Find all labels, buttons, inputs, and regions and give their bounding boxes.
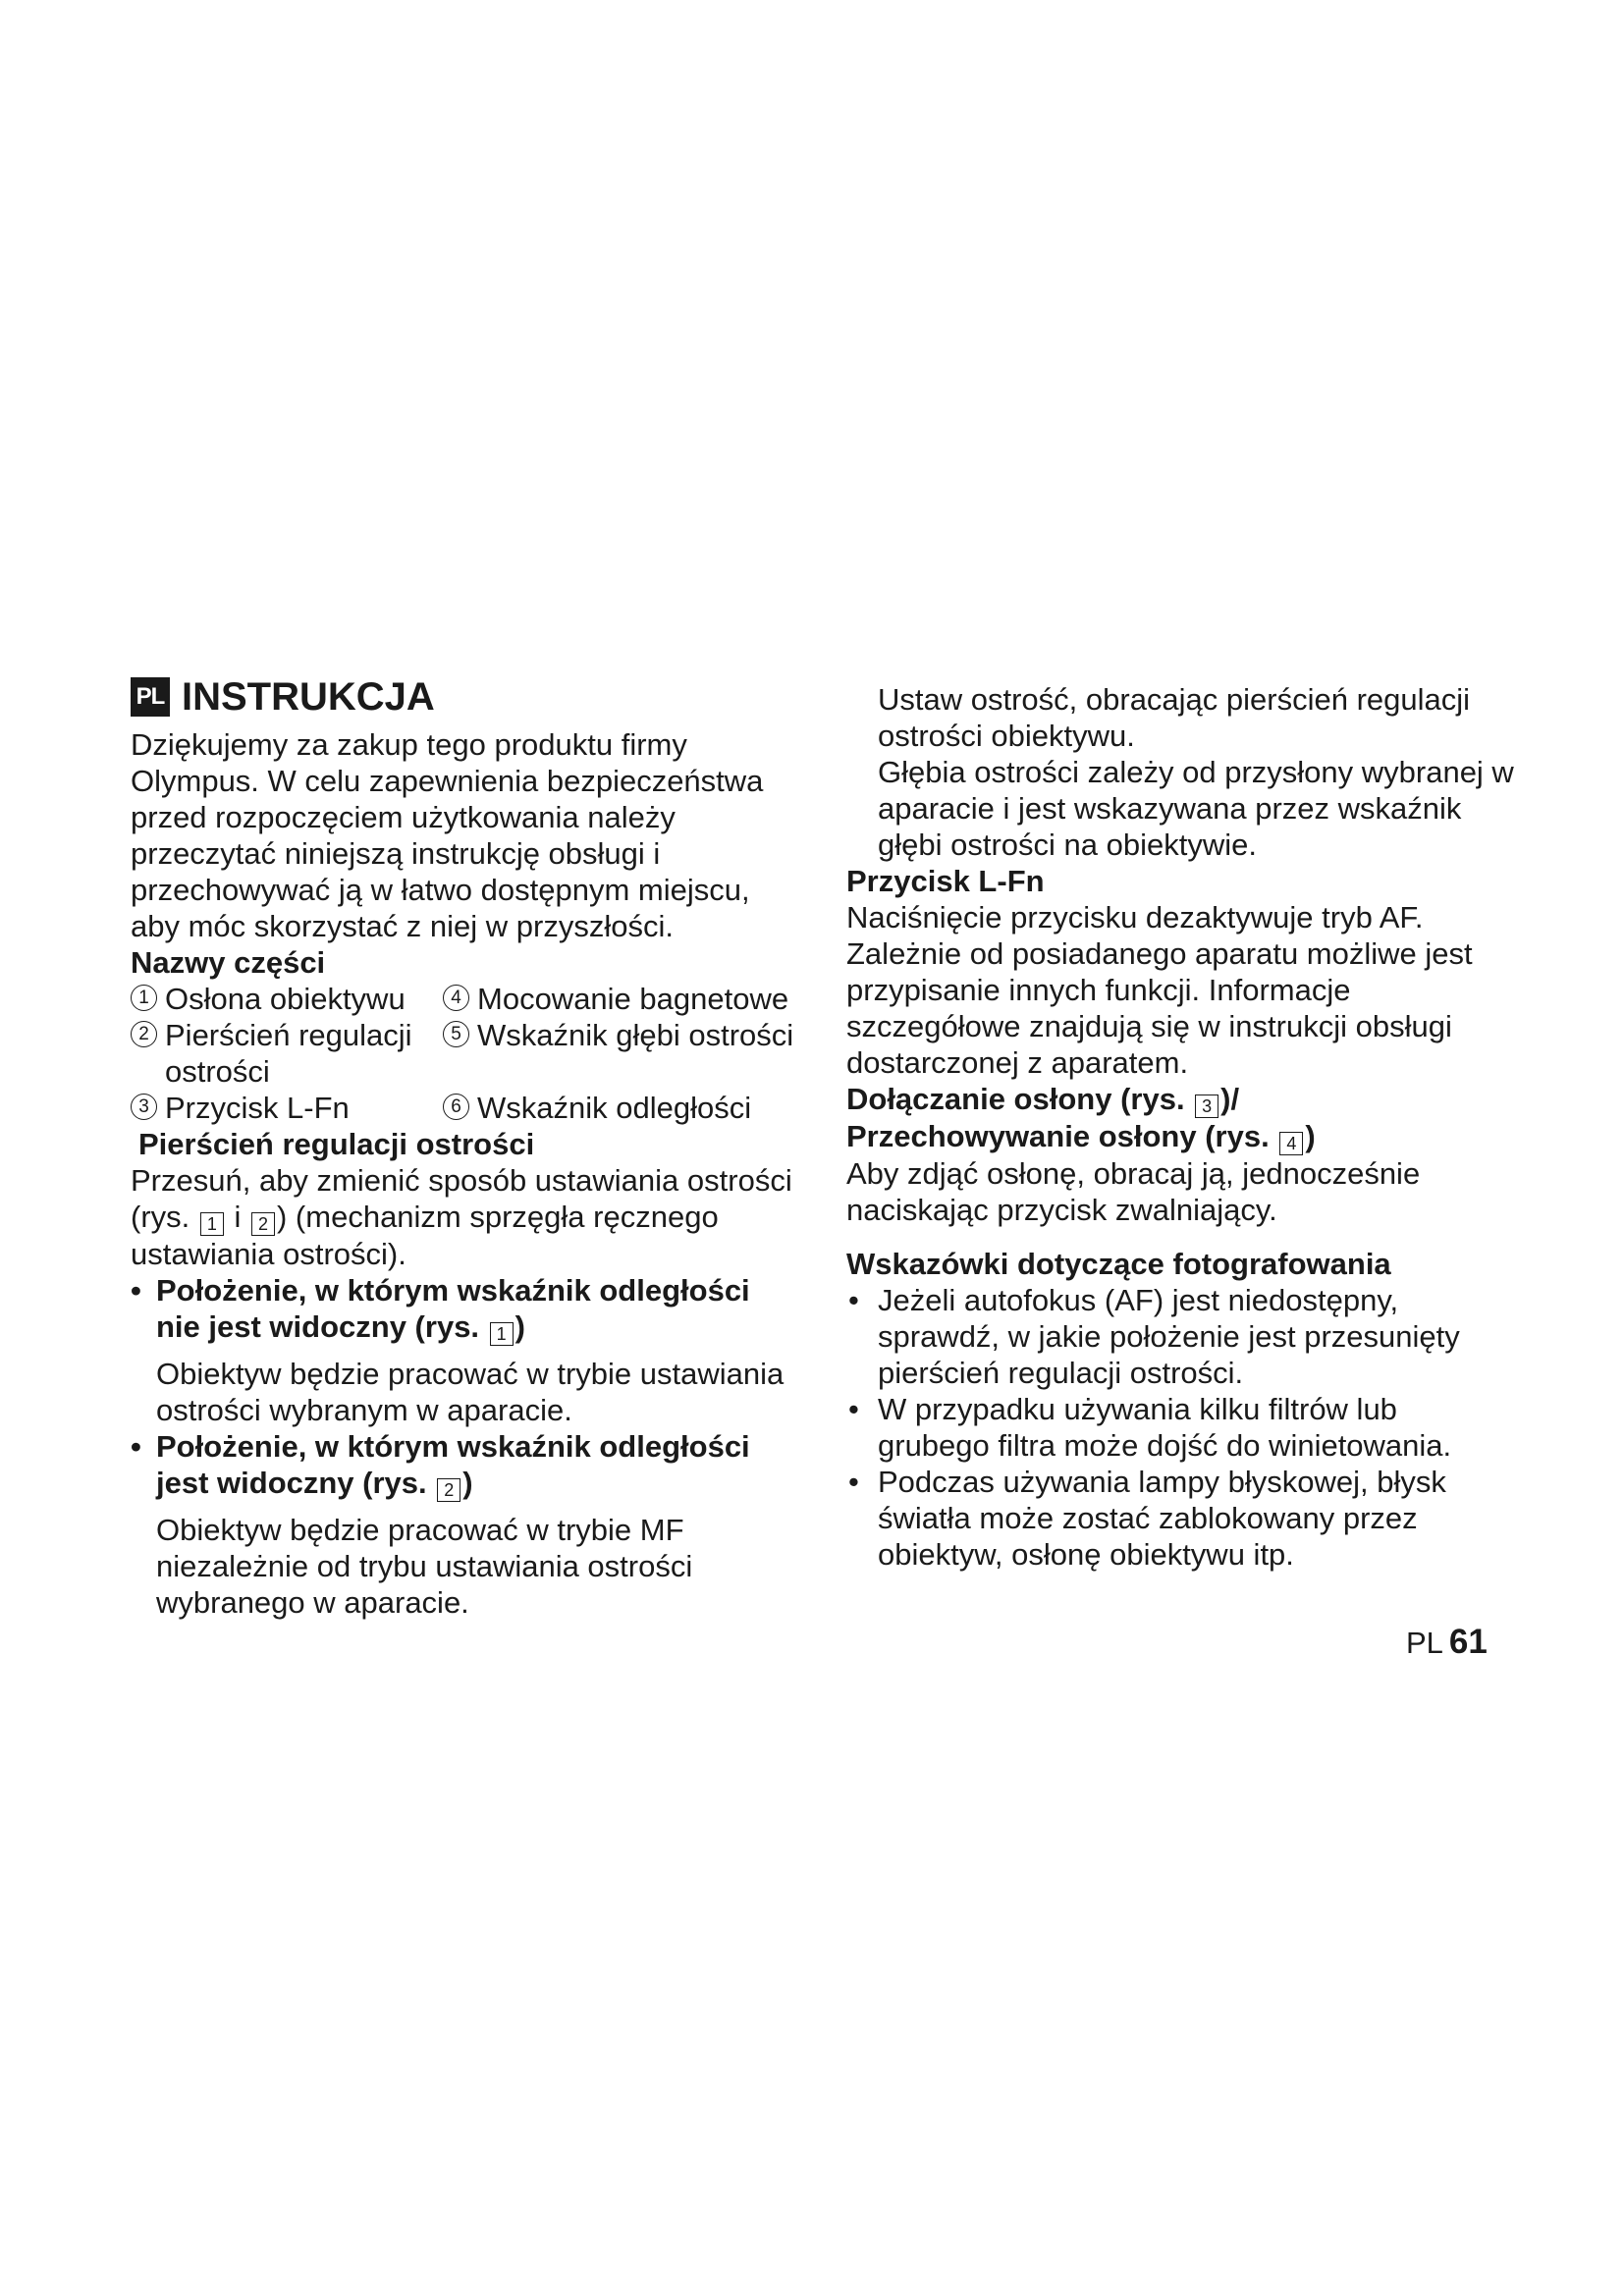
focus-bullet-title	[156, 1428, 798, 1502]
focus-adjust-paragraph: Ustaw ostrość, obracając pierścień regulacji ostrości obiektywu.	[878, 682, 1471, 753]
right-column	[846, 681, 1514, 1573]
focus-bullet	[131, 1272, 798, 1346]
part-item	[443, 1017, 798, 1090]
hood-attach-end: )/	[1220, 1082, 1240, 1116]
focus-ring-heading: Pierścień regulacji ostrości	[138, 1127, 535, 1161]
tip-item	[846, 1282, 1514, 1391]
title-text: INSTRUKCJA	[182, 675, 435, 719]
bullet-dot-icon: •	[131, 1429, 141, 1464]
figure-ref-badge: 4	[1279, 1132, 1303, 1155]
bullet-title-text: Położenie, w którym wskaźnik odległości nie jest widoczny (rys.	[156, 1273, 750, 1344]
tip-text: Podczas używania lampy błyskowej, błysk światła może zostać zablokowany przez obiektyw, osłonę obiektywu itp.	[878, 1465, 1446, 1572]
figure-ref-badge: 1	[490, 1322, 514, 1346]
part-number-badge: 2	[131, 1021, 157, 1047]
focus-ring-text-b: i	[225, 1200, 249, 1234]
bullet-dot-icon: •	[131, 1273, 141, 1308]
page-num-value: 61	[1448, 1623, 1488, 1661]
parts-heading: Nazwy części	[131, 945, 326, 980]
bullet-title-text: Położenie, w którym wskaźnik odległości jest widoczny (rys.	[156, 1429, 750, 1500]
hood-store-end: )	[1305, 1119, 1316, 1153]
page-lang: PL	[1406, 1626, 1443, 1660]
part-item	[131, 1017, 435, 1090]
tip-item	[846, 1391, 1514, 1464]
hood-paragraph: Aby zdjąć osłonę, obracaj ją, jednocześnie naciskając przycisk zwalniający.	[846, 1156, 1421, 1227]
bullet-dot-icon: •	[848, 1283, 859, 1317]
figure-ref-badge: 3	[1195, 1095, 1218, 1118]
intro-paragraph: Dziękujemy za zakup tego produktu firmy Olympus. W celu zapewnienia bezpieczeństwa przed rozpoczęciem użytkowania należy przeczytać niniejszą instrukcję obsługi i przechowywać ją w łatwo dostępnym miejscu, aby móc skorzystać z niej w przyszłości.	[131, 727, 764, 943]
part-item	[443, 1090, 798, 1126]
parts-list	[131, 981, 798, 1126]
part-label: Pierścień regulacji ostrości	[165, 1018, 412, 1089]
bullet-dot-icon: •	[848, 1392, 859, 1426]
part-label: Przycisk L-Fn	[165, 1091, 350, 1125]
bullet-title-end: )	[514, 1309, 525, 1344]
spacer	[846, 1228, 1514, 1246]
part-label: Osłona obiektywu	[165, 982, 406, 1016]
figure-ref-badge: 1	[200, 1212, 224, 1236]
figure-ref-badge: 2	[251, 1212, 275, 1236]
part-number-badge: 1	[131, 985, 157, 1011]
part-item	[131, 981, 435, 1017]
focus-bullet	[131, 1428, 798, 1502]
part-label: Mocowanie bagnetowe	[477, 982, 789, 1016]
tips-heading: Wskazówki dotyczące fotografowania	[846, 1247, 1391, 1281]
part-number-badge: 3	[131, 1094, 157, 1120]
figure-ref-badge: 2	[437, 1478, 460, 1502]
hood-store-heading	[846, 1118, 1514, 1155]
focus-bullet-body: Obiektyw będzie pracować w trybie MF niezależnie od trybu ustawiania ostrości wybranego w aparacie.	[156, 1513, 693, 1620]
part-number-badge: 4	[443, 985, 469, 1011]
focus-bullet-body: Obiektyw będzie pracować w trybie ustawiania ostrości wybranym w aparacie.	[156, 1357, 785, 1427]
focus-ring-paragraph	[131, 1162, 798, 1272]
part-label: Wskaźnik głębi ostrości	[477, 1018, 794, 1052]
depth-of-field-paragraph: Głębia ostrości zależy od przysłony wybranej w aparacie i jest wskazywana przez wskaźnik głębi ostrości na obiektywie.	[878, 755, 1514, 862]
part-item	[131, 1090, 435, 1126]
part-number-badge: 5	[443, 1021, 469, 1047]
hood-attach-text: Dołączanie osłony (rys.	[846, 1082, 1194, 1116]
left-column	[131, 673, 798, 1621]
tip-text: Jeżeli autofokus (AF) jest niedostępny, sprawdź, w jakie położenie jest przesunięty pierścień regulacji ostrości.	[878, 1283, 1460, 1390]
language-badge: PL	[131, 677, 170, 717]
bullet-dot-icon: •	[848, 1465, 859, 1499]
tip-item	[846, 1464, 1514, 1573]
focus-ring-text-a: Przesuń, aby zmienić sposób ustawiania ostrości (rys.	[131, 1163, 792, 1234]
lfn-heading: Przycisk L-Fn	[846, 864, 1045, 898]
part-number-badge: 6	[443, 1094, 469, 1120]
hood-attach-heading	[846, 1081, 1514, 1118]
hood-store-text: Przechowywanie osłony (rys.	[846, 1119, 1278, 1153]
page-number	[1406, 1624, 1488, 1661]
focus-bullet-title	[156, 1272, 798, 1346]
page-title	[131, 673, 798, 721]
bullet-title-end: )	[462, 1466, 473, 1500]
part-item	[443, 981, 798, 1017]
lfn-paragraph: Naciśnięcie przycisku dezaktywuje tryb AF. Zależnie od posiadanego aparatu możliwe jest przypisanie innych funkcji. Informacje szczegółowe znajdują się w instrukcji obsługi dostarczonej z aparatem.	[846, 900, 1473, 1080]
part-label: Wskaźnik odległości	[477, 1091, 752, 1125]
focus-ring-text-c: ) (mechanizm sprzęgła ręcznego ustawiania ostrości).	[131, 1200, 719, 1271]
tip-text: W przypadku używania kilku filtrów lub grubego filtra może dojść do winietowania.	[878, 1392, 1452, 1463]
